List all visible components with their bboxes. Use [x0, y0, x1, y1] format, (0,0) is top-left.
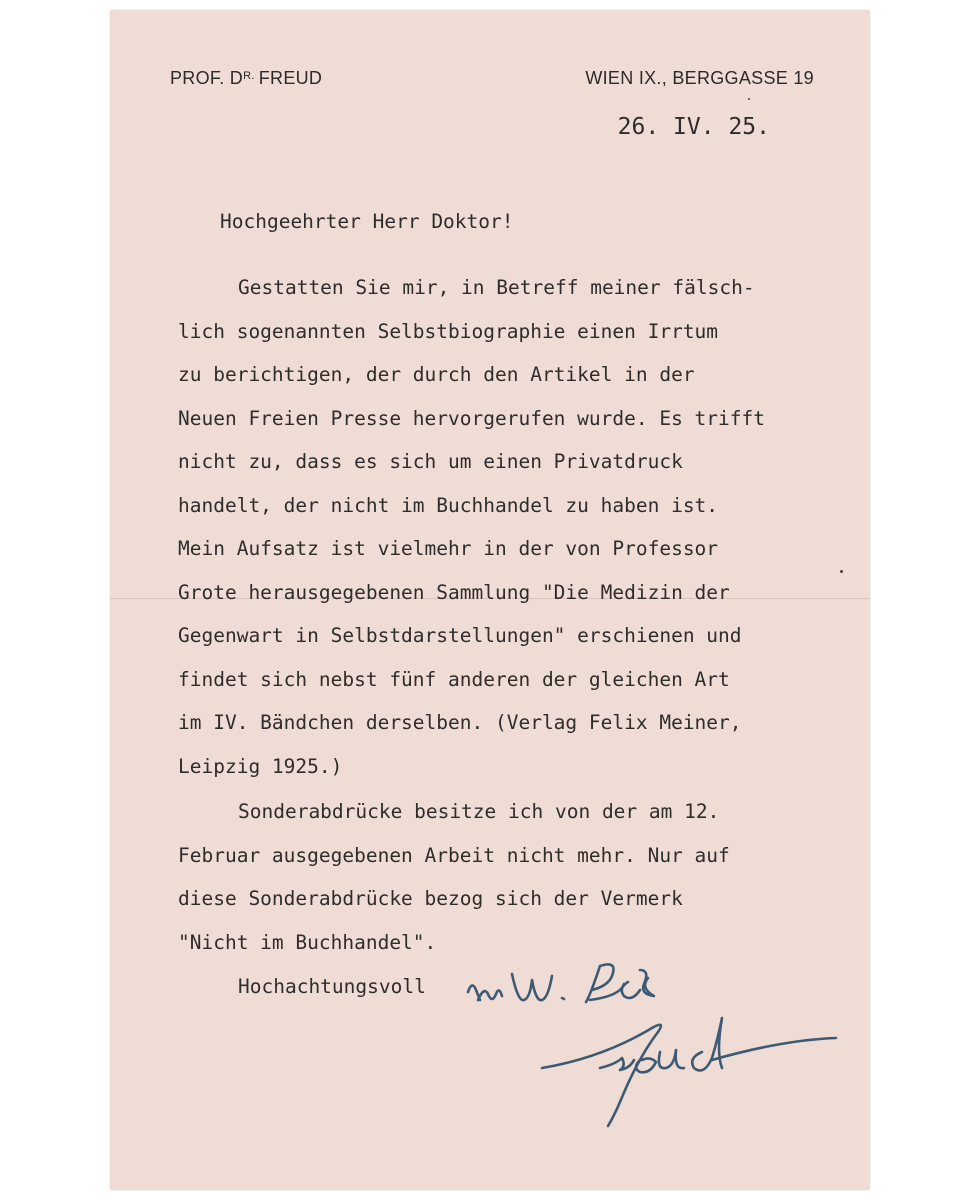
letter-sheet — [110, 10, 870, 1190]
text-line: zu berichtigen, der durch den Artikel in der — [178, 363, 695, 386]
paper-speck — [840, 570, 843, 573]
text-line: handelt, der nicht im Buchhandel zu haben ist. — [178, 493, 719, 517]
letterhead-name: PROF. $D^{R.}$ FREUD — [170, 68, 323, 88]
text-line: Gestatten Sie mir, in Betreff meiner fälsch- — [238, 276, 755, 299]
text-line: nicht zu, dass es sich um einen Privatdruck — [178, 450, 683, 473]
text-line: "Nicht im Buchhandel". — [178, 930, 437, 954]
body-paragraph-2 — [178, 790, 730, 964]
text-line: Mein Aufsatz ist vielmehr in der von Professor — [178, 537, 719, 560]
text-line: Neuen Freien Presse hervorgerufen wurde. Es trifft — [178, 406, 765, 430]
body-paragraph-1 — [178, 266, 765, 788]
closing: Hochachtungsvoll — [238, 975, 426, 998]
text-line: Sonderabdrücke besitze ich von der am 12. — [238, 800, 720, 823]
letterhead-address: WIEN IX., BERGGASSE 19 — [585, 68, 814, 88]
text-line: Februar ausgegebenen Arbeit nicht mehr. Nur auf — [178, 843, 730, 867]
text-line: Gegenwart in Selbstdarstellungen" erschienen und — [178, 624, 742, 647]
text-line: findet sich nebst fünf anderen der gleichen Art — [178, 667, 730, 691]
text-line: lich sogenannten Selbstbiographie einen Irrtum — [178, 319, 719, 343]
text-line: diese Sonderabdrücke bezog sich der Vermerk — [178, 887, 683, 910]
letter-date: 26. IV. 25. — [617, 114, 770, 140]
text-line: Leipzig 1925.) — [178, 754, 343, 778]
paper-speck — [748, 98, 750, 100]
handwritten-signature — [450, 940, 850, 1140]
salutation: Hochgeehrter Herr Doktor! — [220, 210, 514, 233]
text-line: Grote herausgegebenen Sammlung "Die Medizin der — [178, 580, 730, 604]
text-line: im IV. Bändchen derselben. (Verlag Felix Meiner, — [178, 711, 742, 734]
